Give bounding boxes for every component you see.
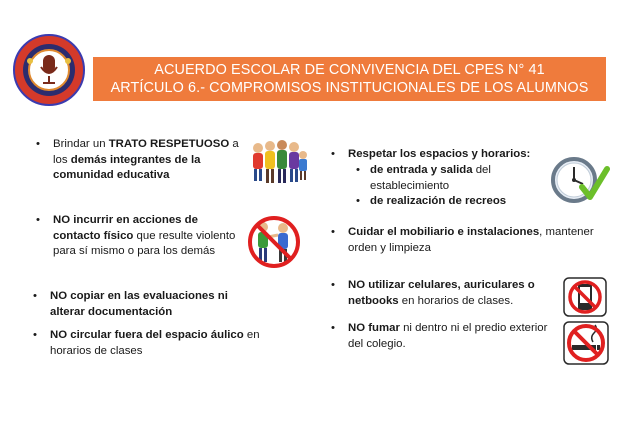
clock-check-icon: [548, 153, 610, 207]
list-item-fumar: • NO fumar ni dentro ni el predio exterior del colegio.: [331, 322, 548, 350]
title-banner: [93, 57, 606, 101]
people-group-icon: [248, 136, 308, 188]
banner-title-line2: ARTÍCULO 6.- COMPROMISOS INSTITUCIONALES DE LOS ALUMNOS: [110, 80, 589, 96]
list-item-respeto: • Brindar un TRATO RESPETUOSO a los demás integrantes de la comunidad educativa: [36, 138, 239, 182]
school-logo: [12, 33, 86, 107]
list-item-mobiliario: • Cuidar el mobiliario e instalaciones, mantener orden y limpieza: [331, 226, 594, 254]
list-item-horarios: • Respetar los espacios y horarios:: [331, 148, 531, 160]
sub-item-recreos: • de realización de recreos: [356, 195, 507, 207]
sub-item-entrada: • de entrada y salida del establecimiento: [356, 164, 491, 192]
list-item-celulares: • NO utilizar celulares, auriculares o netbooks en horarios de clases.: [331, 279, 535, 307]
list-item-copiar: • NO copiar en las evaluaciones ni alterar documentación: [33, 290, 228, 318]
list-item-circular: • NO circular fuera del espacio áulico en horarios de clases: [33, 329, 260, 357]
no-fighting-icon: [245, 215, 303, 269]
list-item-contacto: • NO incurrir en acciones de contacto físico que resulte violento para sí mismo o para los demás: [36, 214, 236, 258]
banner-title-line1: ACUERDO ESCOLAR DE CONVIVENCIA DEL CPES N° 41: [154, 62, 545, 78]
no-phone-icon: [563, 277, 607, 317]
no-smoking-icon: [563, 321, 609, 365]
